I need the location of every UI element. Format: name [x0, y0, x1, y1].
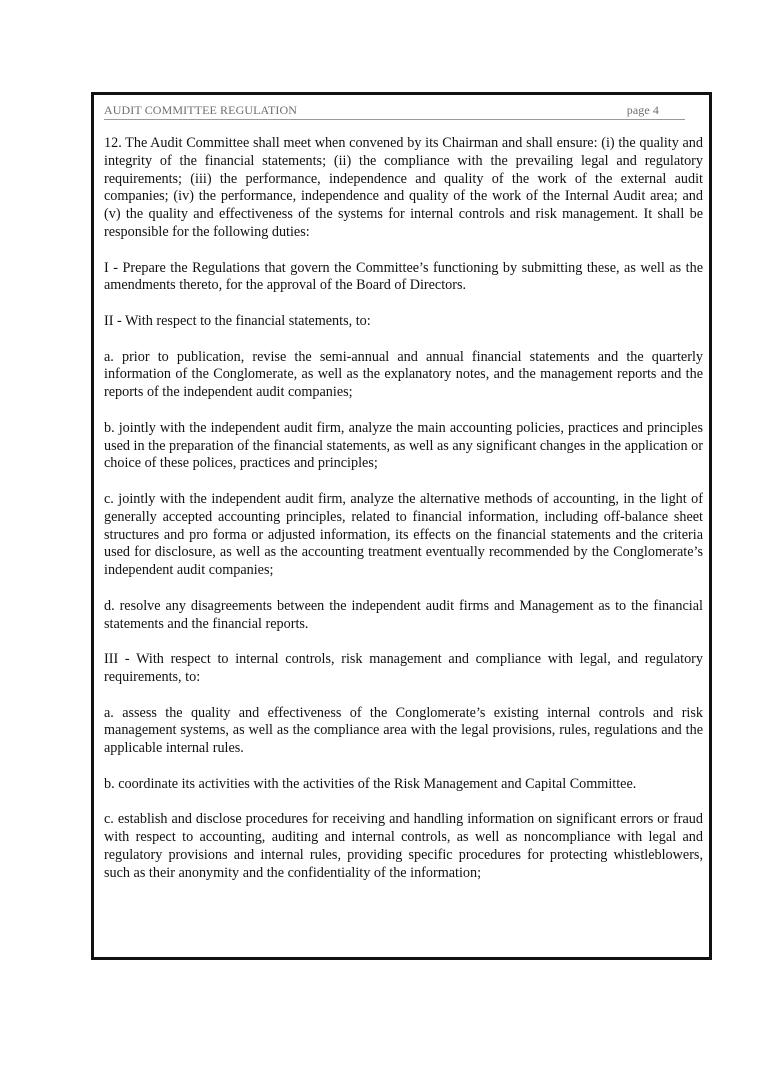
- item-iii-a: a. assess the quality and effectiveness of the Conglomerate’s existing internal controls and risk management systems, as well as the compliance area with the legal provisions, rules, regulations and the applicable internal rules.: [104, 704, 703, 757]
- item-iii-c: c. establish and disclose procedures for receiving and handling information on significant errors or fraud with respect to accounting, auditing and internal controls, as well as noncompliance with legal and regulatory provisions and internal rules, providing specific procedures for protecting whistleblowers, such as their anonymity and the confidentiality of the information;: [104, 811, 703, 881]
- item-ii-a: a. prior to publication, revise the semi-annual and annual financial statements and the quarterly information of the Conglomerate, as well as the explanatory notes, and the management reports and the reports of the independent audit companies;: [104, 348, 703, 401]
- item-i: I - Prepare the Regulations that govern the Committee’s functioning by submitting these, as well as the amendments thereto, for the approval of the Board of Directors.: [104, 259, 703, 294]
- item-ii: II - With respect to the financial statements, to:: [104, 312, 371, 329]
- document-page: [91, 92, 712, 960]
- paragraph-12: 12. The Audit Committee shall meet when convened by its Chairman and shall ensure: (i) the quality and integrity of the financial statements; (ii) the compliance with the prevailing legal and regulatory requirements; (iii) the performance, independence and quality of the work of the external audit companies; (iv) the performance, independence and quality of the work of the Internal Audit area; and (v) the quality and effectiveness of the systems for internal controls and risk management. It shall be responsible for the following duties:: [104, 135, 703, 240]
- page-header: [104, 103, 685, 120]
- item-ii-d: d. resolve any disagreements between the independent audit firms and Management as to the financial statements and the financial reports.: [104, 597, 703, 632]
- item-ii-b: b. jointly with the independent audit firm, analyze the main accounting policies, practices and principles used in the preparation of the financial statements, as well as any significant changes in the application or choice of these polices, practices and principles;: [104, 419, 703, 472]
- document-body: [104, 135, 703, 900]
- page-number: page 4: [626, 103, 659, 117]
- item-ii-c: c. jointly with the independent audit firm, analyze the alternative methods of accounting, in the light of generally accepted accounting principles, related to financial information, including off-balance sheet structures and pro forma or adjusted information, its effects on the financial statements and the criteria used for disclosure, as well as the accounting treatment eventually recommended by the Conglomerate’s independent audit companies;: [104, 490, 703, 579]
- item-iii-b: b. coordinate its activities with the activities of the Risk Management and Capital Committee.: [104, 775, 637, 792]
- item-iii: III - With respect to internal controls, risk management and compliance with legal, and regulatory requirements, to:: [104, 651, 703, 685]
- header-title: AUDIT COMMITTEE REGULATION: [104, 103, 298, 117]
